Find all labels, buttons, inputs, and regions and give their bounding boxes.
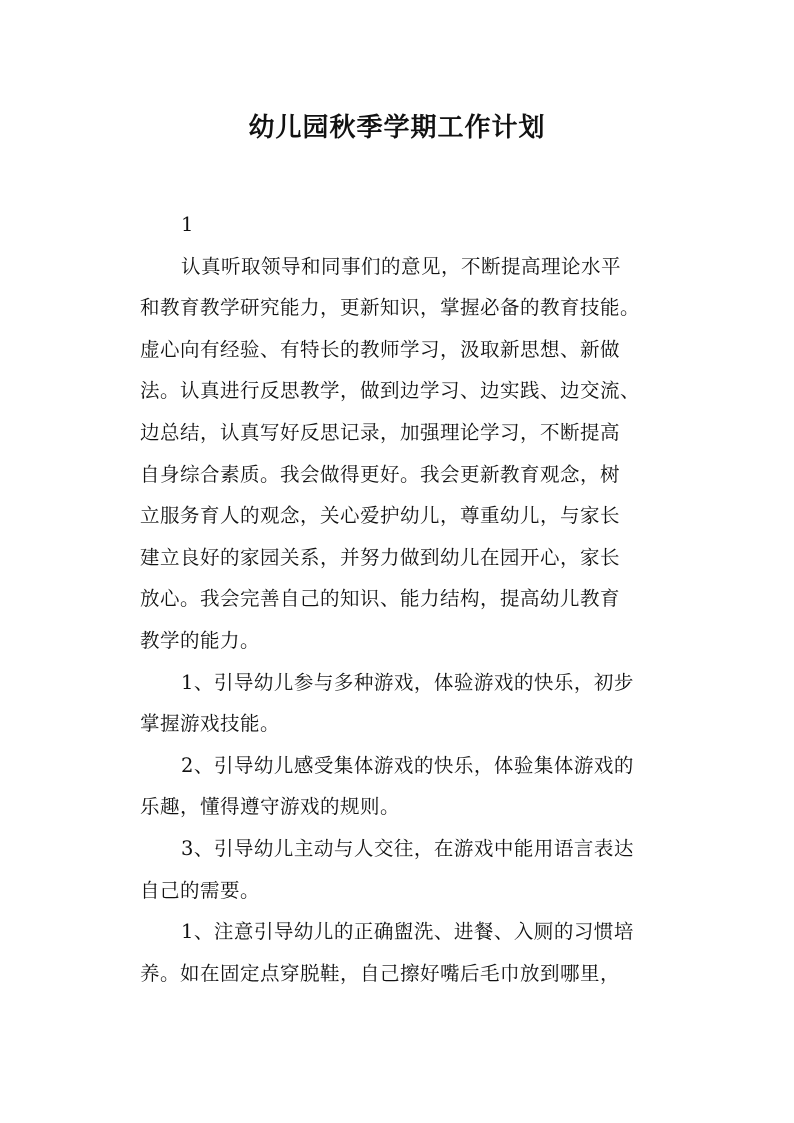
paragraph-line: 1、注意引导幼儿的正确盥洗、进餐、入厕的习惯培 (181, 920, 634, 944)
paragraph-line: 乐趣，懂得遵守游戏的规则。 (140, 795, 401, 819)
paragraph-line: 建立良好的家园关系，并努力做到幼儿在园开心，家长 (140, 545, 621, 569)
paragraph-line: 边总结，认真写好反思记录，加强理论学习，不断提高 (140, 420, 621, 444)
paragraph-line: 自身综合素质。我会做得更好。我会更新教育观念，树 (140, 462, 621, 486)
paragraph-number (140, 204, 670, 246)
paragraph-line: 2、引导幼儿感受集体游戏的快乐，体验集体游戏的 (181, 753, 634, 777)
paragraph-line: 虚心向有经验、有特长的教师学习，汲取新思想、新做 (140, 337, 621, 361)
paragraph-item (140, 662, 670, 745)
paragraph-line: 放心。我会完善自己的知识、能力结构，提高幼儿教育 (140, 587, 621, 611)
paragraph-line: 法。认真进行反思教学，做到边学习、边实践、边交流、 (140, 379, 641, 403)
paragraph-line: 1、引导幼儿参与多种游戏，体验游戏的快乐，初步 (181, 670, 634, 694)
paragraph-line: 3、引导幼儿主动与人交往，在游戏中能用语言表达 (181, 836, 634, 860)
paragraph-item (140, 828, 670, 911)
paragraph-line: 和教育教学研究能力，更新知识，掌握必备的教育技能。 (140, 296, 641, 320)
paragraph-line: 自己的需要。 (140, 878, 261, 902)
paragraph-line: 1 (181, 213, 194, 236)
paragraph-line: 掌握游戏技能。 (140, 712, 281, 736)
paragraph-line: 教学的能力。 (140, 628, 261, 652)
paragraph-line: 养。如在固定点穿脱鞋，自己擦好嘴后毛巾放到哪里， (140, 961, 621, 985)
document-title: 幼儿园秋季学期工作计划 (248, 113, 546, 143)
document-body (140, 204, 670, 994)
paragraph-line: 认真听取领导和同事们的意见，不断提高理论水平 (181, 254, 622, 278)
paragraph-item (140, 911, 670, 994)
paragraph-item (140, 745, 670, 828)
paragraph-main (140, 246, 670, 662)
paragraph-line: 立服务育人的观念，关心爱护幼儿，尊重幼儿，与家长 (140, 504, 621, 528)
